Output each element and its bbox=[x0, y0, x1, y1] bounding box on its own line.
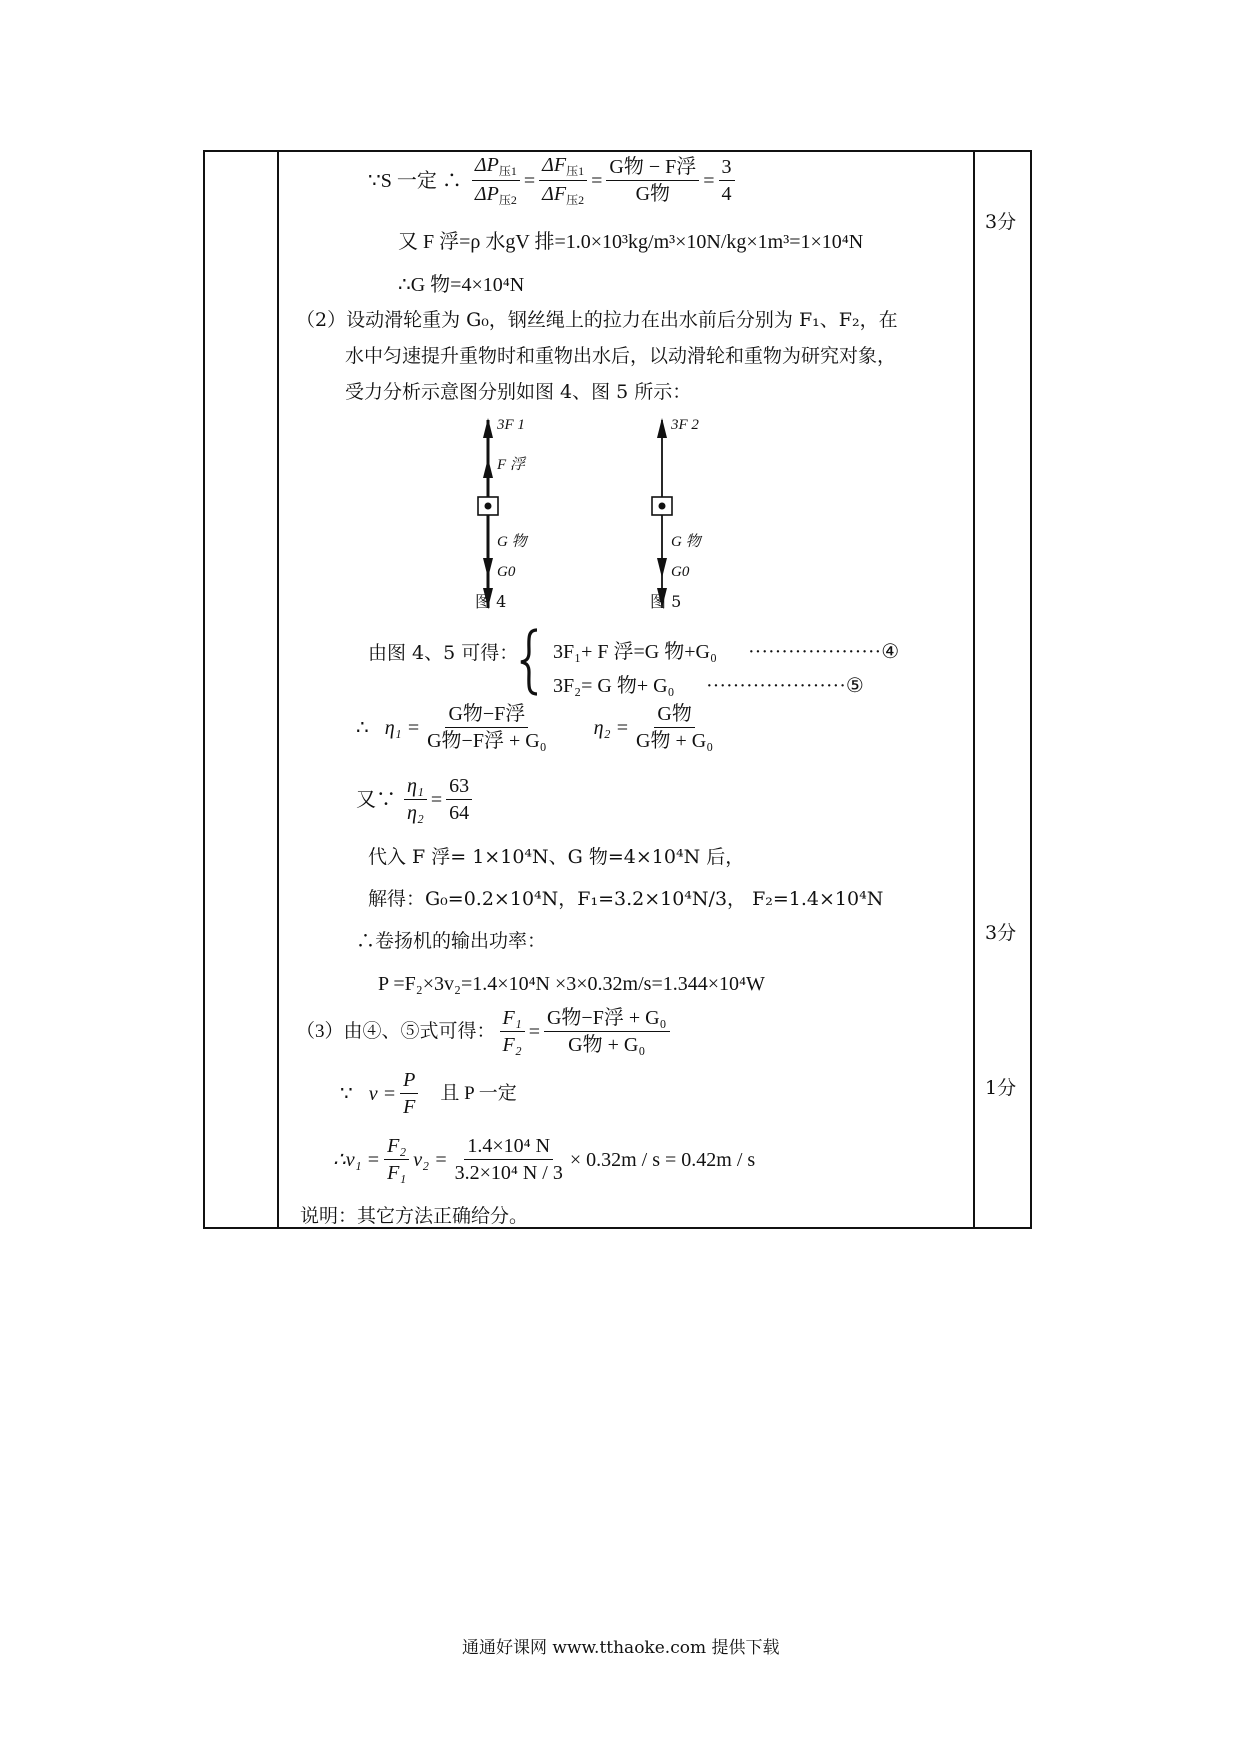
fig4-caption: 图 4 bbox=[475, 592, 507, 611]
fig5-caption: 图 5 bbox=[650, 592, 682, 611]
score-2: 3分 bbox=[985, 922, 1017, 944]
part3-f1: F₁ bbox=[500, 1008, 525, 1032]
v1-force-fraction bbox=[384, 1136, 409, 1183]
weight-fraction bbox=[606, 157, 699, 204]
part3-weight-fraction bbox=[544, 1008, 670, 1055]
p2-symbol: ΔP bbox=[474, 183, 499, 205]
three-quarters-fraction bbox=[719, 157, 735, 204]
figure-4-diagram bbox=[478, 418, 498, 608]
table-left-border bbox=[203, 150, 205, 1229]
fig4-label-g0: G0 bbox=[497, 564, 516, 580]
fig4-label-3f1: 3F 1 bbox=[497, 417, 525, 433]
v1-value-fraction bbox=[452, 1136, 566, 1183]
v-label: v = bbox=[368, 1082, 397, 1105]
v1-label: ∴v₁ = bbox=[333, 1148, 381, 1171]
equation-5-leader: ·····················⑤ bbox=[706, 675, 864, 697]
table-col-divider-1 bbox=[277, 150, 279, 1229]
v1-equation bbox=[333, 1136, 755, 1183]
fig5-label-gobj: G 物 bbox=[671, 534, 701, 550]
fig4-label-gobj: G 物 bbox=[497, 534, 527, 550]
substitution-line: 代入 F 浮= 1×10⁴N、G 物=4×10⁴N 后， bbox=[368, 846, 745, 868]
fraction-4: 4 bbox=[721, 183, 732, 205]
table-right-border bbox=[1030, 150, 1032, 1229]
f2-sub: 压2 bbox=[566, 193, 585, 207]
fig5-dot bbox=[659, 503, 666, 510]
weight-result: ∴G 物=4×10⁴N bbox=[398, 274, 525, 296]
f1-sub: 压1 bbox=[566, 164, 585, 178]
power-label: ∴卷扬机的输出功率： bbox=[356, 930, 547, 952]
v1-f1: F₁ bbox=[387, 1162, 407, 1184]
ratio-63: 63 bbox=[446, 776, 472, 800]
efficiency-equations bbox=[356, 704, 720, 751]
force-fraction bbox=[539, 155, 587, 206]
v1-f2: F₂ bbox=[384, 1136, 409, 1160]
table-top-border bbox=[203, 150, 1032, 152]
ratio-equals: = bbox=[430, 788, 443, 811]
p1-symbol: ΔP bbox=[474, 154, 499, 176]
eta1-num: G物−F浮 bbox=[445, 704, 528, 728]
part3-f2: F₂ bbox=[502, 1034, 522, 1056]
part3-prefix: （3）由④、⑤式可得： bbox=[296, 1021, 496, 1042]
part2-line-1: （2）设动滑轮重为 G₀，钢丝绳上的拉力在出水前后分别为 F₁、F₂，在 bbox=[296, 309, 898, 331]
table-bottom-border bbox=[203, 1227, 1032, 1229]
fig5-label-3f2: 3F 2 bbox=[671, 417, 699, 433]
p-constant-text: 且 P 一定 bbox=[440, 1083, 517, 1104]
p1-sub: 压1 bbox=[498, 164, 517, 178]
brace-icon bbox=[517, 628, 541, 696]
fig4-down-arrow-1 bbox=[483, 558, 493, 578]
part3-equation: （3）由④、⑤式可得： $\frac{\text{F₁}}{\text{F₂}}$ = $\frac{\text{G物−F浮 + G₀}}{\text{G物 + G₀}}$ bbox=[296, 1008, 674, 1055]
v2-label: v₂ = bbox=[413, 1148, 448, 1171]
fig4-up-arrow-2 bbox=[483, 458, 493, 478]
page-footer: 通通好课网 www.tthaoke.com 提供下载 bbox=[462, 1638, 780, 1658]
eta2-num: G物 bbox=[654, 704, 694, 728]
eta2-fraction bbox=[633, 704, 716, 751]
note-line: 说明：其它方法正确给分。 bbox=[300, 1205, 529, 1227]
equation-5: 3F₂= G 物+ G₀ bbox=[553, 675, 675, 697]
pressure-ratio-equation: ∵S 一定 ∴ $\frac{\Delta P_{压1}}{\Delta P_{压2}}$ = $\frac{\Delta F_{压1}}{\Delta F_{压2}}$ = $\frac{\text{G物 − F浮}}{\text{G物}}$ = $\frac{3}{4}$ bbox=[368, 155, 739, 206]
p-symbol: P bbox=[400, 1070, 418, 1094]
eta1-den: G物−F浮 + G₀ bbox=[427, 730, 547, 752]
f2-symbol: ΔF bbox=[542, 183, 567, 205]
s-constant-text: ∵S 一定 ∴ bbox=[368, 169, 462, 192]
efficiency-ratio bbox=[356, 776, 476, 823]
score-1: 3分 bbox=[985, 211, 1017, 233]
figure-5-diagram bbox=[652, 418, 672, 608]
eta2-den: G物 + G₀ bbox=[636, 730, 714, 752]
ratio-num: η₁ bbox=[404, 776, 427, 800]
v1-den: 3.2×10⁴ N / 3 bbox=[454, 1162, 563, 1184]
p2-sub: 压2 bbox=[498, 193, 517, 207]
velocity-relation bbox=[340, 1070, 517, 1117]
part3-num: G物−F浮 + G₀ bbox=[544, 1008, 670, 1032]
equation-4: 3F₁+ F 浮=G 物+G₀ bbox=[553, 641, 717, 663]
f-symbol: F bbox=[403, 1096, 416, 1118]
fig4-dot bbox=[485, 503, 492, 510]
table-col-divider-2 bbox=[973, 150, 975, 1229]
part3-den: G物 + G₀ bbox=[568, 1034, 646, 1056]
ratio-prefix: 又∵ bbox=[356, 788, 396, 811]
ratio-den: η₂ bbox=[407, 802, 424, 824]
v1-num: 1.4×10⁴ N bbox=[464, 1136, 553, 1160]
eta2-label: η₂ = bbox=[593, 716, 630, 739]
power-equation: P =F₂×3v₂=1.4×10⁴N ×3×0.32m/s=1.344×10⁴W bbox=[378, 973, 765, 995]
solution-line: 解得：G₀=0.2×10⁴N，F₁=3.2×10⁴N/3， F₂=1.4×10⁴N bbox=[368, 888, 884, 910]
pressure-fraction bbox=[472, 155, 520, 206]
part2-line-3: 受力分析示意图分别如图 4、图 5 所示： bbox=[345, 381, 692, 403]
fig4-up-arrow-1 bbox=[483, 418, 493, 438]
because-symbol: ∵ bbox=[340, 1082, 353, 1105]
ratio-value-fraction bbox=[446, 776, 472, 823]
score-3: 1分 bbox=[985, 1077, 1017, 1099]
fig4-label-fbuoy: F 浮 bbox=[497, 457, 525, 473]
fig5-down-arrow-1 bbox=[657, 558, 667, 578]
v1-result: × 0.32m / s = 0.42m / s bbox=[569, 1148, 756, 1171]
weight-fraction-den: G物 bbox=[635, 183, 671, 205]
weight-fraction-num: G物 − F浮 bbox=[606, 157, 699, 181]
equation-intro: 由图 4、5 可得： bbox=[368, 642, 519, 664]
ratio-64: 64 bbox=[449, 802, 470, 824]
equation-4-leader: ····················④ bbox=[748, 641, 900, 663]
eta1-label: η₁ = bbox=[384, 716, 421, 739]
fraction-3: 3 bbox=[719, 157, 735, 181]
part3-force-fraction bbox=[500, 1008, 525, 1055]
force-diagrams bbox=[420, 410, 760, 620]
fig5-label-g0: G0 bbox=[671, 564, 690, 580]
eta1-fraction bbox=[424, 704, 550, 751]
f1-symbol: ΔF bbox=[542, 154, 567, 176]
fig5-up-arrow bbox=[657, 418, 667, 438]
buoyancy-equation: 又 F 浮=ρ 水gV 排=1.0×10³kg/m³×10N/kg×1m³=1×10⁴N bbox=[398, 231, 864, 253]
p-over-f-fraction bbox=[400, 1070, 418, 1117]
ratio-fraction bbox=[404, 776, 427, 823]
therefore-symbol: ∴ bbox=[356, 716, 369, 739]
part2-line-2: 水中匀速提升重物时和重物出水后，以动滑轮和重物为研究对象， bbox=[345, 345, 897, 367]
